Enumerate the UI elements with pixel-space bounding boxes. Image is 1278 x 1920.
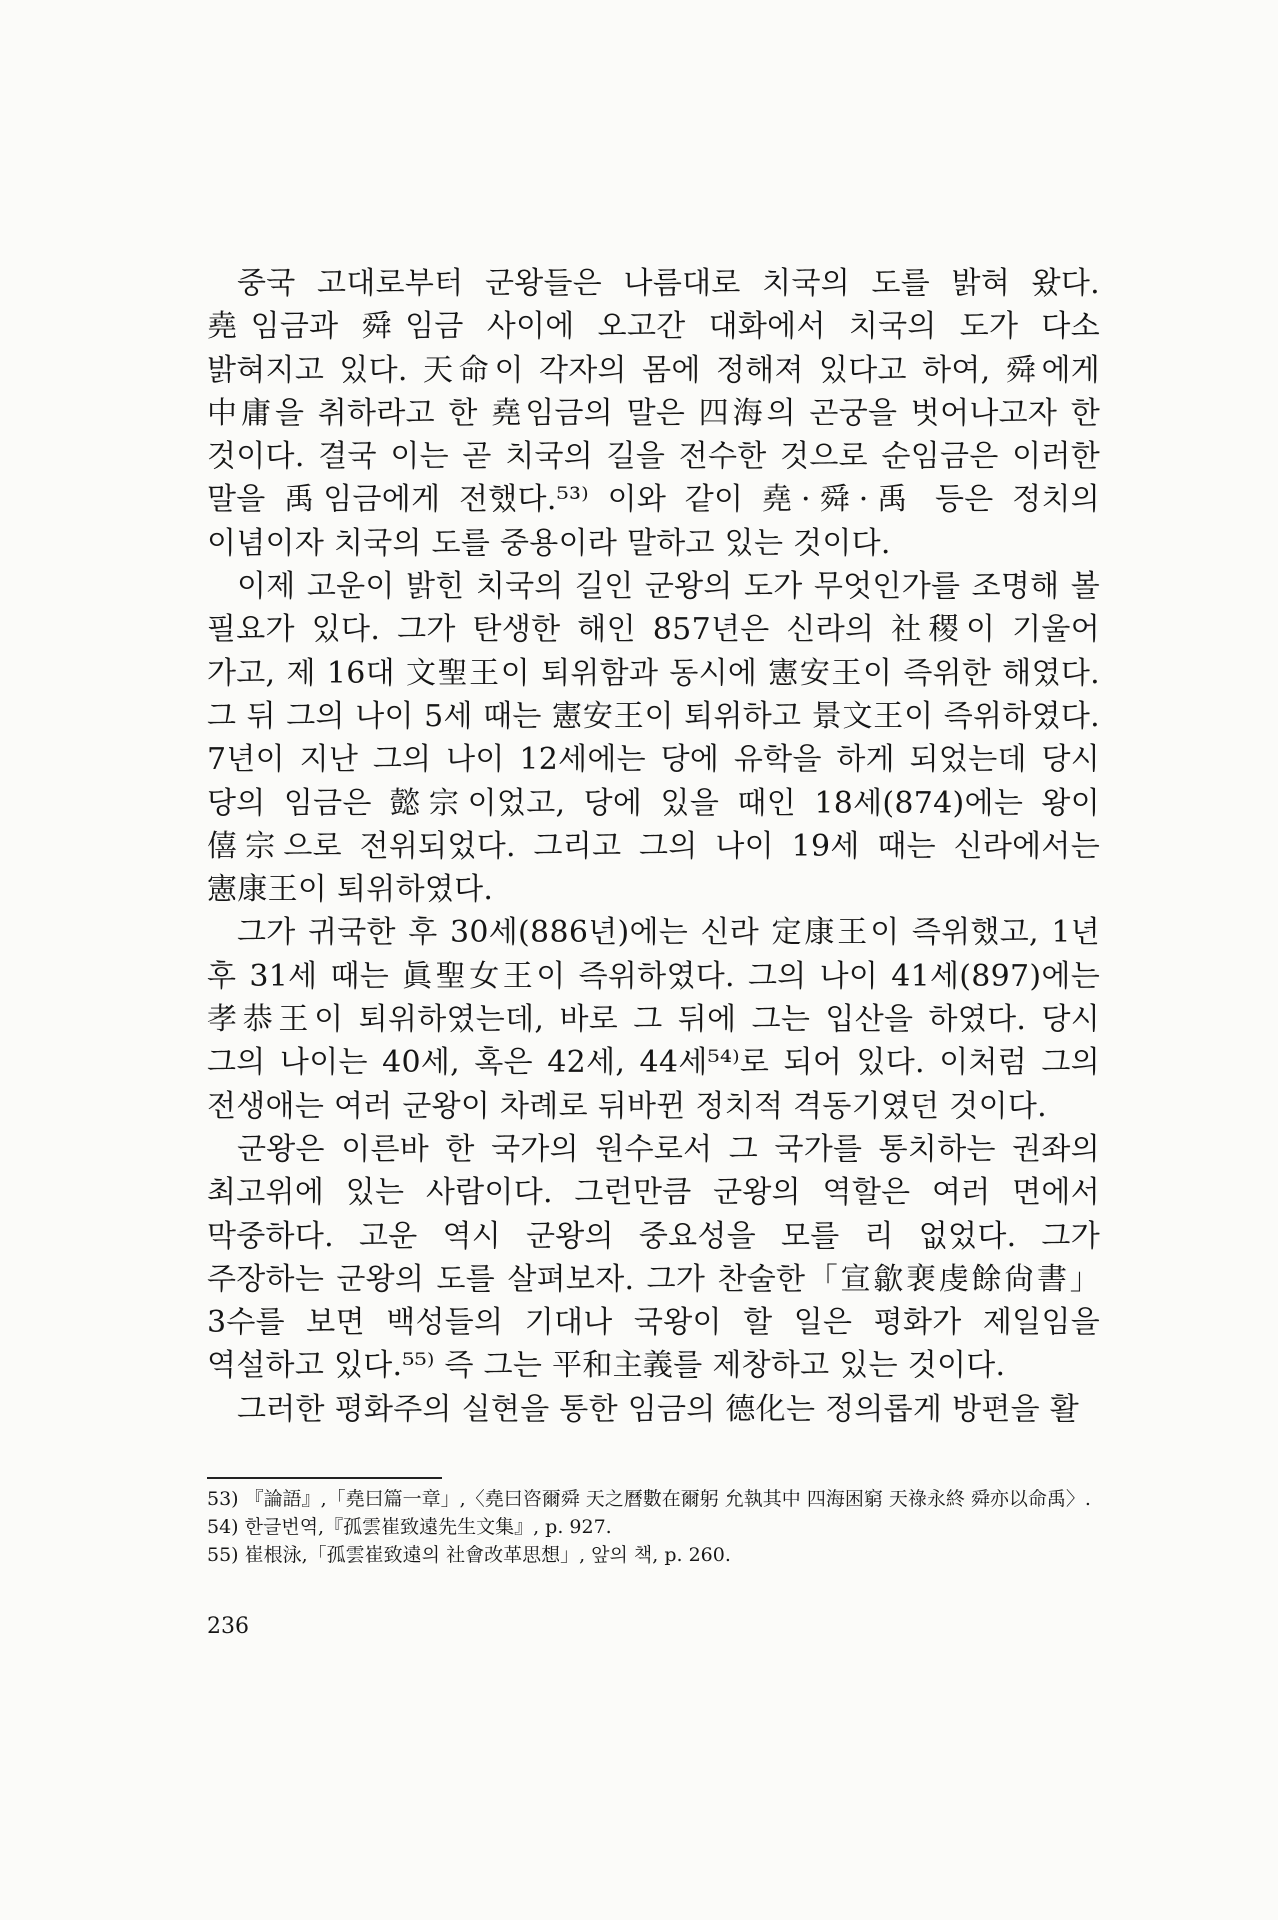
page-number: 236 [207, 1614, 249, 1639]
footnote: 54) 한글번역,『孤雲崔致遠先生文集』, p. 927. [207, 1516, 612, 1538]
body-text [207, 262, 1100, 1431]
paragraph: 그러한 평화주의 실현을 통한 임금의 德化는 정의롭게 방편을 활 [237, 1391, 1080, 1427]
paragraph: 중국 고대로부터 군왕들은 나름대로 치국의 도를 밝혀 왔다. 堯임금과 舜임금 사이에 오고간 대화에서 치국의 도가 다소 밝혀지고 있다. 天命이 각자의 몸에 정해져 있다고 하여, 舜에게 中庸을 취하라고 한 堯임금의 말은 四海의 곤궁을 벗어나고자 한 것이다. 결국 이는 곧 치국의 길을 전수한 것으로 순임금은 이러한 말을 禹임금에게 전했다.⁵³⁾ 이와 같이 堯·舜·禹 등은 정치의 이념이자 치국의 도를 중용이라 말하고 있는 것이다. [207, 266, 1100, 561]
footnotes [207, 1485, 1100, 1569]
footnote-divider [207, 1477, 442, 1479]
paragraph: 이제 고운이 밝힌 치국의 길인 군왕의 도가 무엇인가를 조명해 볼 필요가 있다. 그가 탄생한 해인 857년은 신라의 社稷이 기울어 가고, 제 16대 文聖王이 퇴위함과 동시에 憲安王이 즉위한 해였다. 그 뒤 그의 나이 5세 때는 憲安王이 퇴위하고 景文王이 즉위하였다. 7년이 지난 그의 나이 12세에는 당에 유학을 하게 되었는데 당시 당의 임금은 懿宗이었고, 당에 있을 때인 18세(874)에는 왕이 僖宗으로 전위되었다. 그리고 그의 나이 19세 때는 신라에서는 憲康王이 퇴위하였다. [207, 569, 1100, 908]
footnote: 55) 崔根泳,「孤雲崔致遠의 社會改革思想」, 앞의 책, p. 260. [207, 1544, 731, 1566]
paragraph: 군왕은 이른바 한 국가의 원수로서 그 국가를 통치하는 권좌의 최고위에 있는 사람이다. 그런만큼 군왕의 역할은 여러 면에서 막중하다. 고운 역시 군왕의 중요성을 모를 리 없었다. 그가 주장하는 군왕의 도를 살펴보자. 그가 찬술한「宣歙裵虔餘尙書」 3수를 보면 백성들의 기대나 국왕이 할 일은 평화가 제일임을 역설하고 있다.⁵⁵⁾ 즉 그는 平和主義를 제창하고 있는 것이다. [207, 1131, 1100, 1384]
footnote: 53) 『論語』,「堯曰篇一章」,〈堯曰咨爾舜 天之曆數在爾躬 允執其中 四海困窮 天祿永終 舜亦以命禹〉. [207, 1488, 1091, 1510]
paragraph: 그가 귀국한 후 30세(886년)에는 신라 定康王이 즉위했고, 1년 후 31세 때는 眞聖女王이 즉위하였다. 그의 나이 41세(897)에는 孝恭王이 퇴위하였는데, 바로 그 뒤에 그는 입산을 하였다. 당시 그의 나이는 40세, 혹은 42세, 44세⁵⁴⁾로 되어 있다. 이처럼 그의 전생애는 여러 군왕이 차례로 뒤바뀐 정치적 격동기였던 것이다. [207, 915, 1100, 1124]
